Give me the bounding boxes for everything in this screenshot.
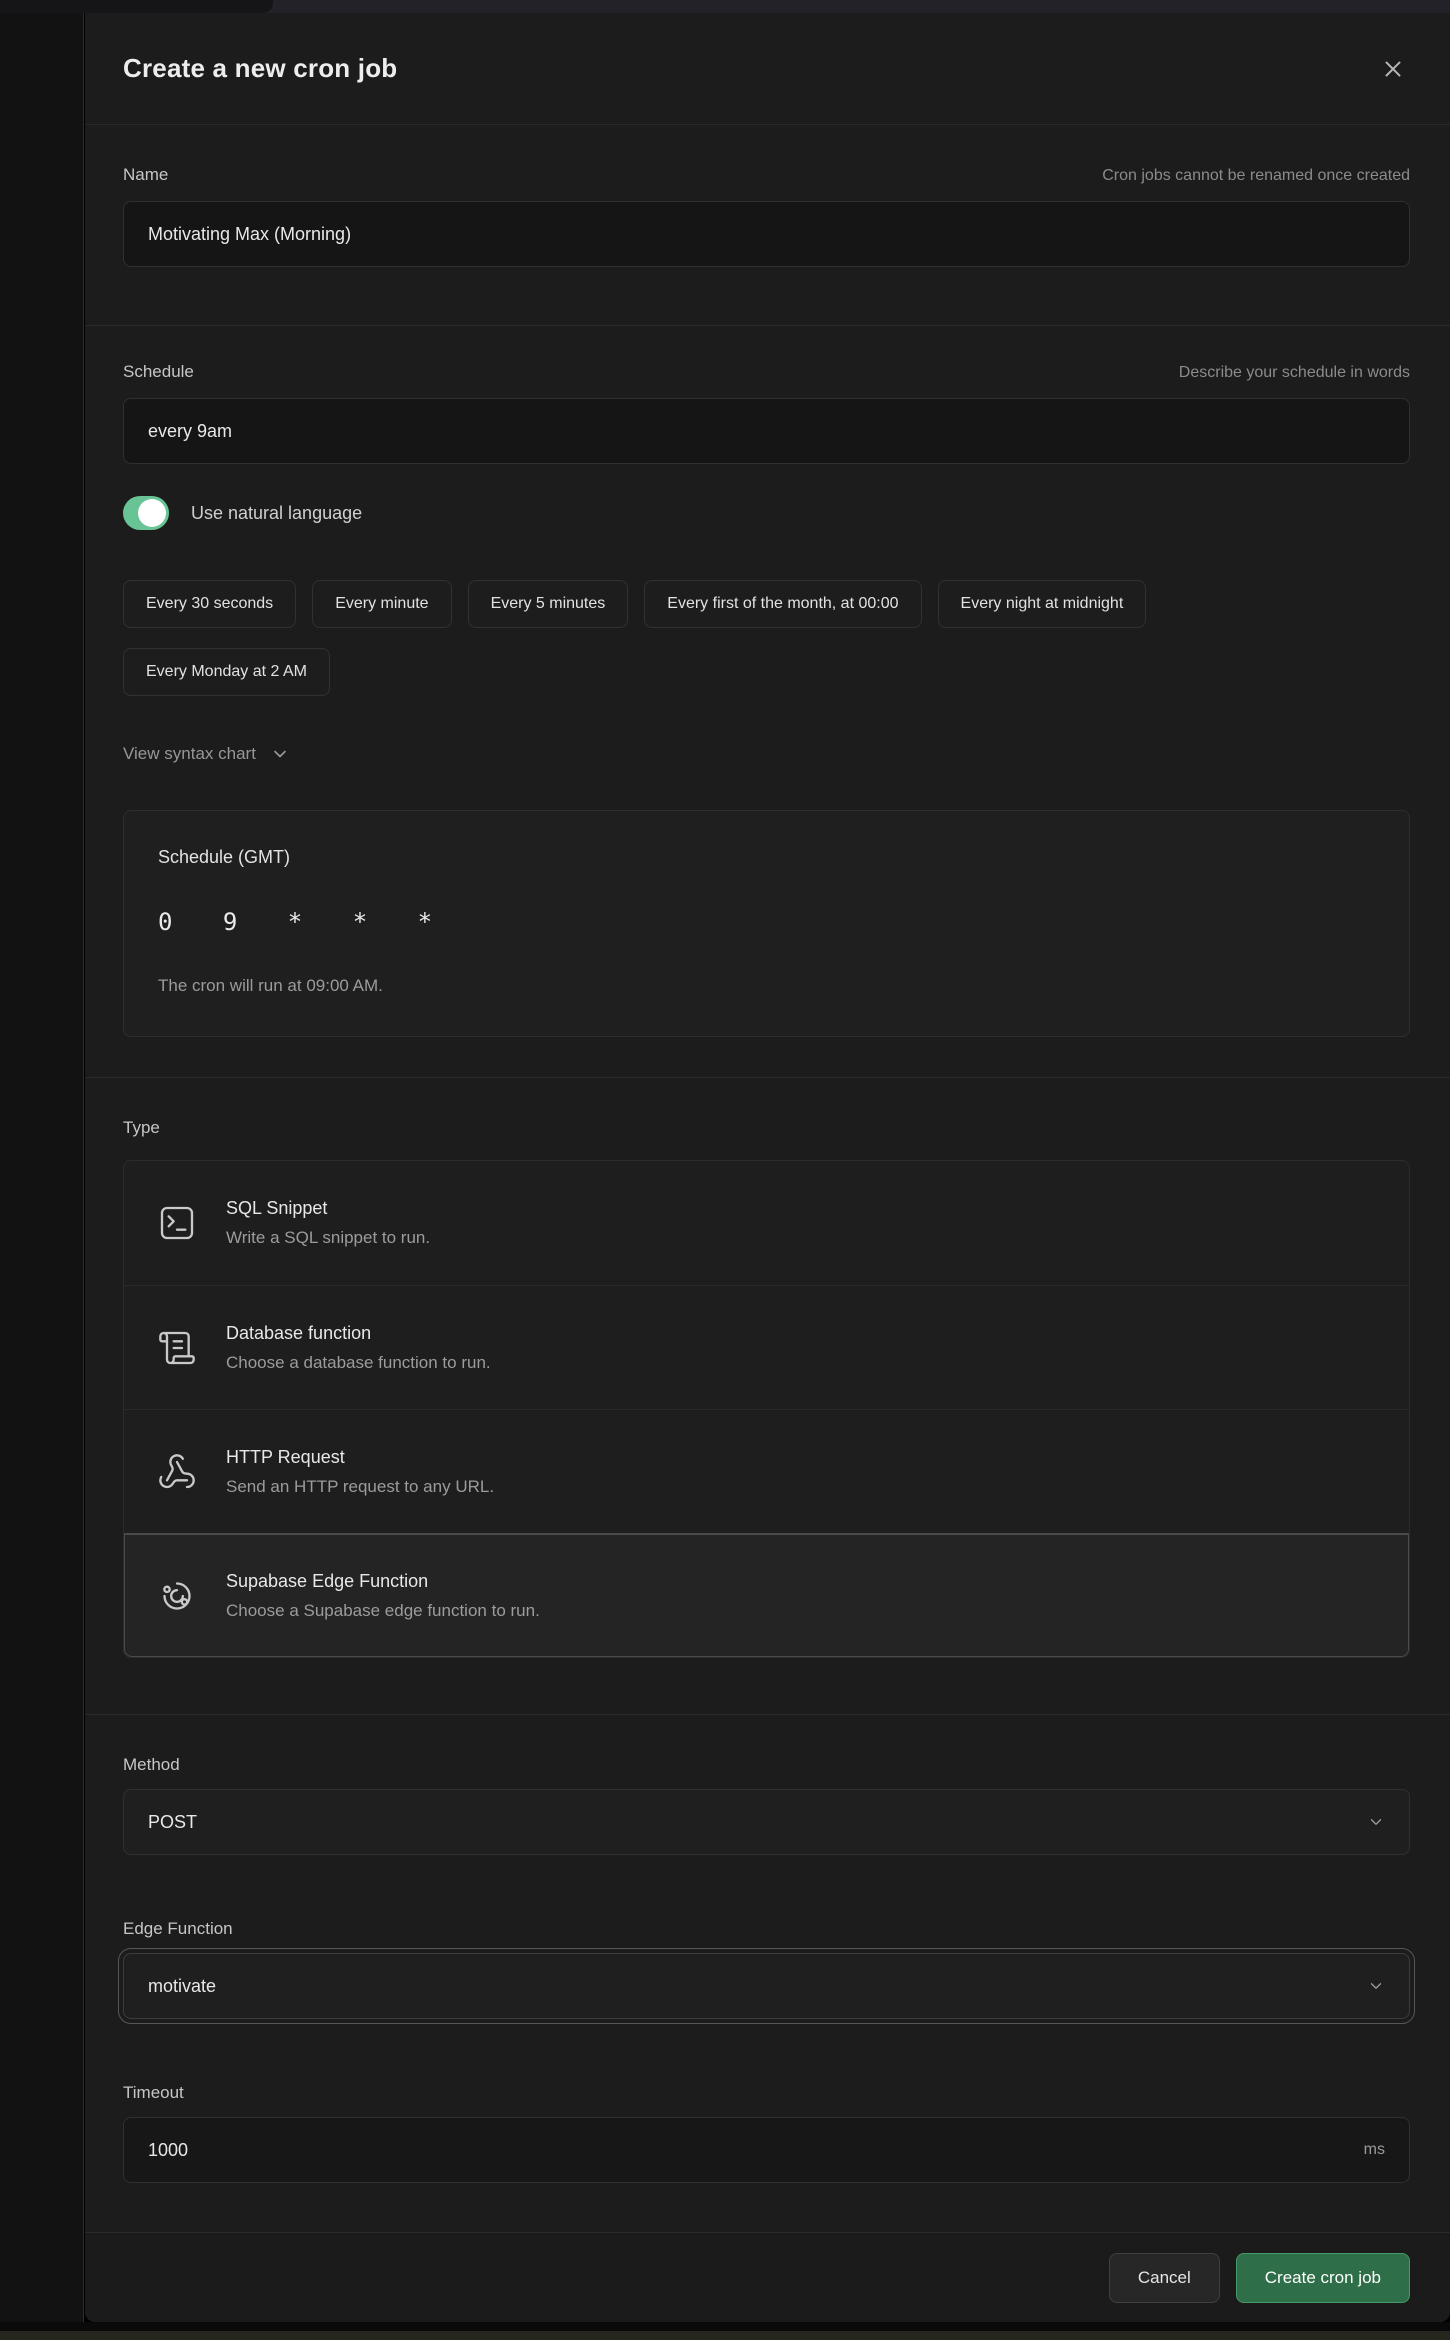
schedule-input-value: every 9am bbox=[148, 420, 233, 441]
chevron-down-icon bbox=[270, 744, 290, 764]
webhook-icon bbox=[154, 1452, 200, 1492]
cron-expression: 0 9 * * * bbox=[158, 908, 451, 936]
edge-function-field bbox=[123, 1919, 1410, 2019]
close-button[interactable] bbox=[1374, 50, 1412, 88]
create-cron-job-button[interactable]: Create cron job bbox=[1236, 2253, 1410, 2303]
edge-function-select[interactable] bbox=[123, 1953, 1410, 2019]
timeout-label: Timeout bbox=[123, 2083, 184, 2102]
schedule-preview-box bbox=[123, 810, 1410, 1037]
browser-tab-edge bbox=[0, 0, 273, 13]
method-label: Method bbox=[123, 1755, 180, 1774]
natural-language-toggle[interactable] bbox=[123, 496, 169, 530]
edge-function-select-value: motivate bbox=[148, 1975, 217, 1996]
scroll-text-icon bbox=[154, 1328, 200, 1368]
edge-function-label: Edge Function bbox=[123, 1919, 233, 1938]
schedule-preview-title: Schedule (GMT) bbox=[158, 847, 291, 867]
timeout-input-value: 1000 bbox=[148, 2139, 189, 2160]
timeout-unit: ms bbox=[1363, 2141, 1385, 2158]
preset-first-of-month[interactable]: Every first of the month, at 00:00 bbox=[644, 580, 921, 628]
type-option-title: Supabase Edge Function bbox=[226, 1570, 429, 1591]
preset-every-5-minutes[interactable]: Every 5 minutes bbox=[468, 580, 629, 628]
chevron-down-icon bbox=[1367, 1813, 1385, 1831]
cron-description: The cron will run at 09:00 AM. bbox=[158, 976, 383, 995]
type-option-database-function[interactable] bbox=[124, 1285, 1409, 1409]
view-syntax-chart-button[interactable] bbox=[123, 744, 290, 764]
close-icon bbox=[1380, 56, 1406, 82]
timeout-field bbox=[123, 2083, 1410, 2183]
edge-function-icon bbox=[154, 1576, 200, 1616]
type-option-http-request[interactable] bbox=[124, 1409, 1409, 1533]
panel-footer bbox=[85, 2232, 1450, 2322]
type-section bbox=[85, 1078, 1450, 1715]
type-option-supabase-edge-function[interactable] bbox=[124, 1533, 1409, 1657]
type-option-description: Choose a Supabase edge function to run. bbox=[226, 1600, 540, 1620]
name-hint: Cron jobs cannot be renamed once created bbox=[1102, 167, 1410, 184]
preset-every-30-seconds[interactable]: Every 30 seconds bbox=[123, 580, 296, 628]
background-page-bar bbox=[0, 2331, 1450, 2340]
chevron-down-icon bbox=[1367, 1977, 1385, 1995]
create-cron-job-panel bbox=[85, 13, 1450, 2322]
background-page-strip bbox=[0, 2322, 1450, 2340]
terminal-square-icon bbox=[154, 1203, 200, 1243]
name-input[interactable] bbox=[123, 201, 1410, 267]
type-option-description: Write a SQL snippet to run. bbox=[226, 1228, 431, 1247]
type-option-description: Choose a database function to run. bbox=[226, 1352, 491, 1372]
name-section bbox=[85, 125, 1450, 326]
method-field bbox=[123, 1755, 1410, 1855]
page-title: Create a new cron job bbox=[123, 53, 398, 83]
app-sidebar bbox=[0, 13, 84, 2322]
method-select[interactable] bbox=[123, 1789, 1410, 1855]
schedule-hint: Describe your schedule in words bbox=[1178, 364, 1410, 381]
timeout-input[interactable] bbox=[123, 2117, 1410, 2183]
type-option-title: SQL Snippet bbox=[226, 1198, 328, 1218]
type-option-title: HTTP Request bbox=[226, 1446, 345, 1467]
schedule-presets bbox=[123, 580, 1223, 696]
name-input-value: Motivating Max (Morning) bbox=[148, 223, 352, 244]
preset-every-night-midnight[interactable]: Every night at midnight bbox=[938, 580, 1147, 628]
cancel-button[interactable]: Cancel bbox=[1109, 2253, 1220, 2303]
natural-language-toggle-label: Use natural language bbox=[191, 502, 363, 523]
method-select-value: POST bbox=[148, 1811, 198, 1832]
preset-every-minute[interactable]: Every minute bbox=[312, 580, 451, 628]
schedule-input[interactable] bbox=[123, 398, 1410, 464]
schedule-section bbox=[85, 326, 1450, 1078]
browser-chrome-strip bbox=[0, 0, 1450, 13]
type-option-description: Send an HTTP request to any URL. bbox=[226, 1476, 495, 1496]
schedule-label: Schedule bbox=[123, 362, 194, 381]
type-option-sql-snippet[interactable] bbox=[124, 1161, 1409, 1285]
name-label: Name bbox=[123, 165, 169, 184]
type-options-group bbox=[123, 1160, 1410, 1658]
panel-header bbox=[85, 13, 1450, 125]
type-label: Type bbox=[123, 1118, 160, 1137]
toggle-knob bbox=[138, 499, 166, 527]
type-option-title: Database function bbox=[226, 1322, 372, 1343]
request-config-section bbox=[85, 1715, 1450, 2183]
view-syntax-chart-label: View syntax chart bbox=[123, 744, 256, 763]
preset-every-monday-2am[interactable]: Every Monday at 2 AM bbox=[123, 648, 330, 696]
